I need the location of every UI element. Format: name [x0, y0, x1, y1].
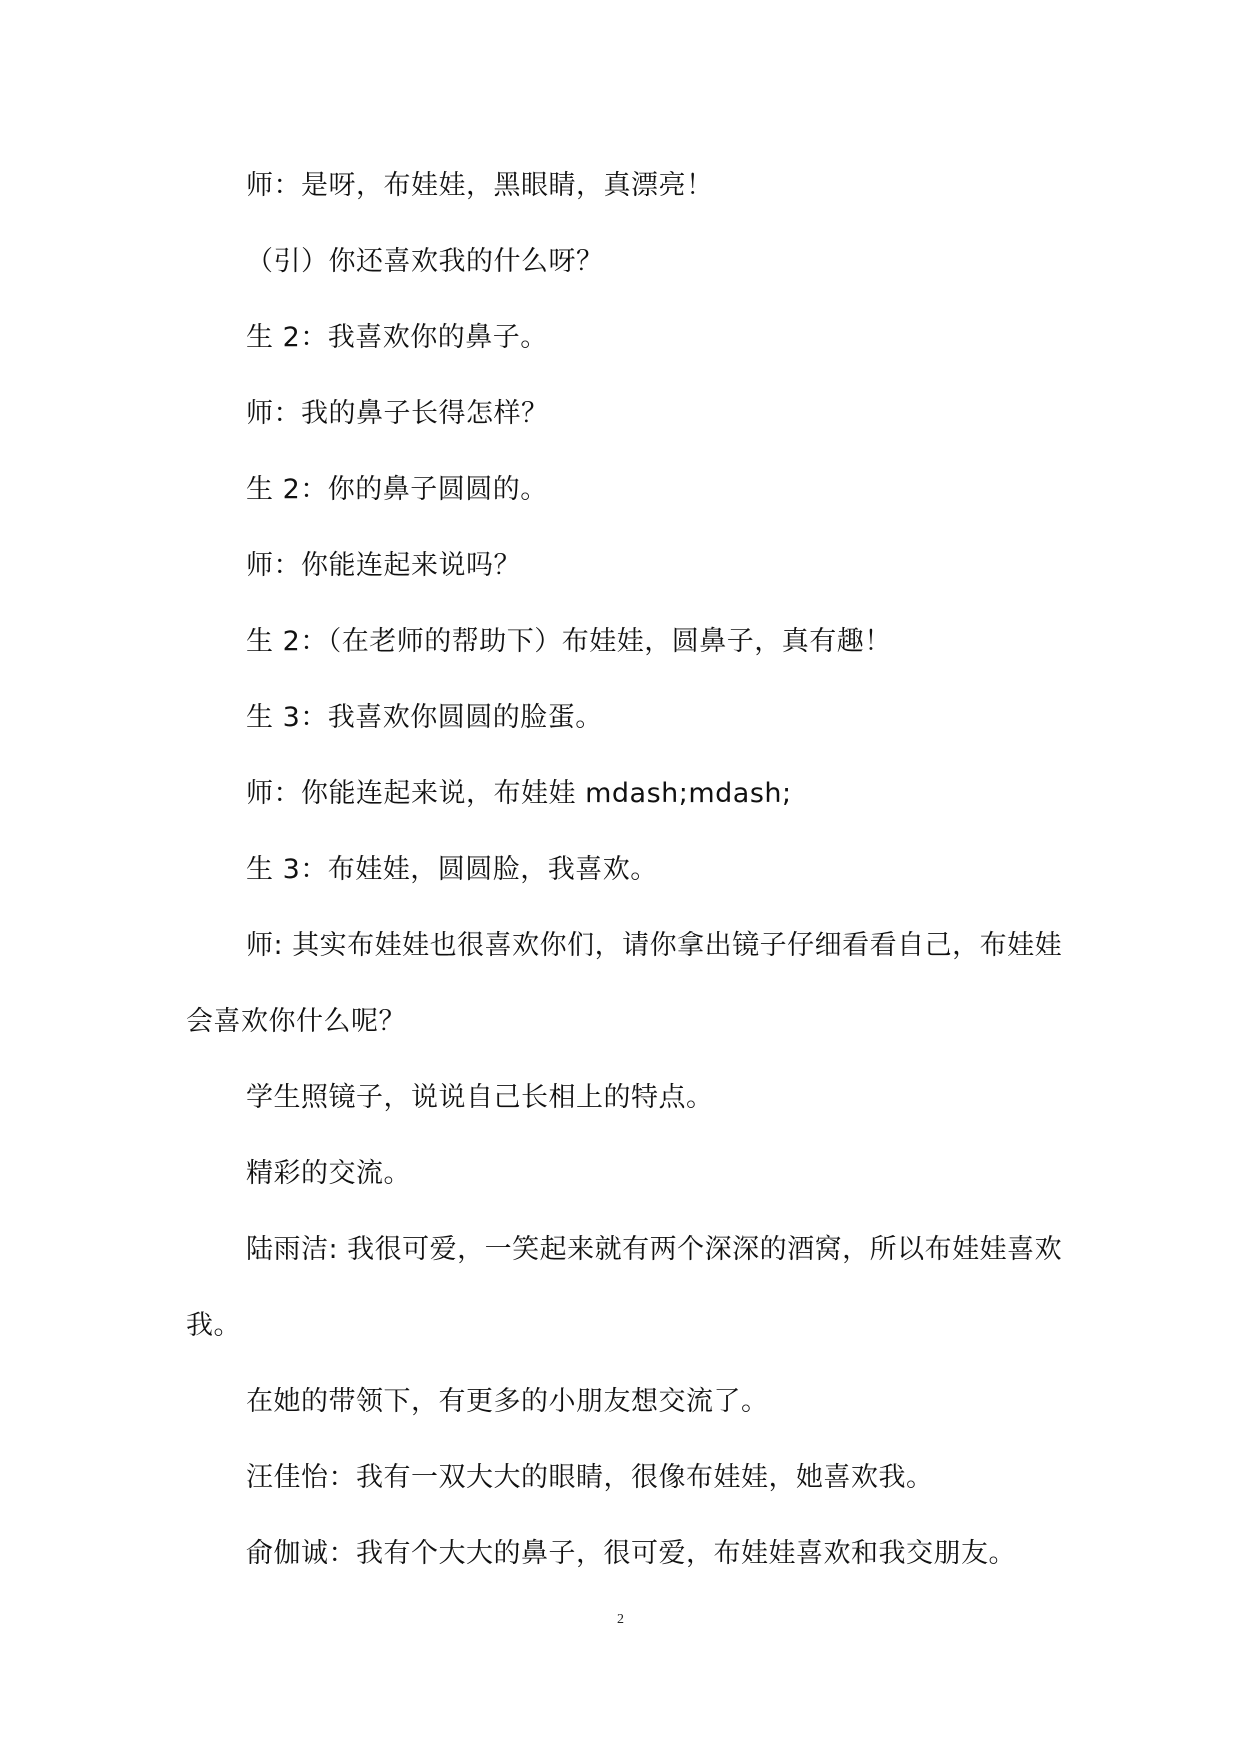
paragraph: 在她的带领下，有更多的小朋友想交流了。: [246, 1386, 769, 1417]
paragraph: 生 3：布娃娃，圆圆脸，我喜欢。: [246, 854, 658, 885]
paragraph: 师：你能连起来说吗？: [246, 550, 521, 581]
paragraph: 生 2：你的鼻子圆圆的。: [246, 474, 548, 505]
paragraph: 陆雨洁: 我很可爱，一笑起来就有两个深深的酒窝，所以布娃娃喜欢我。: [186, 1234, 1063, 1341]
paragraph: 师：我的鼻子长得怎样？: [246, 398, 549, 429]
body-text: [186, 148, 1066, 1592]
paragraph: 俞伽诚：我有个大大的鼻子，很可爱，布娃娃喜欢和我交朋友。: [246, 1538, 1016, 1569]
paragraph: 师：你能连起来说，布娃娃 mdash;mdash;: [246, 778, 792, 809]
paragraph: 生 3：我喜欢你圆圆的脸蛋。: [246, 702, 603, 733]
paragraph: 精彩的交流。: [246, 1158, 411, 1189]
paragraph: 生 2：我喜欢你的鼻子。: [246, 322, 548, 353]
paragraph: 汪佳怡：我有一双大大的眼睛，很像布娃娃，她喜欢我。: [246, 1462, 934, 1493]
paragraph: 生 2：（在老师的帮助下）布娃娃，圆鼻子，真有趣！: [246, 626, 892, 657]
paragraph: 学生照镜子，说说自己长相上的特点。: [246, 1082, 714, 1113]
page-number: 2: [617, 1612, 624, 1627]
paragraph: 师：是呀，布娃娃，黑眼睛，真漂亮！: [246, 170, 714, 201]
paragraph: （引）你还喜欢我的什么呀？: [246, 246, 604, 277]
paragraph: 师: 其实布娃娃也很喜欢你们，请你拿出镜子仔细看看自己，布娃娃会喜欢你什么呢？: [186, 930, 1063, 1037]
